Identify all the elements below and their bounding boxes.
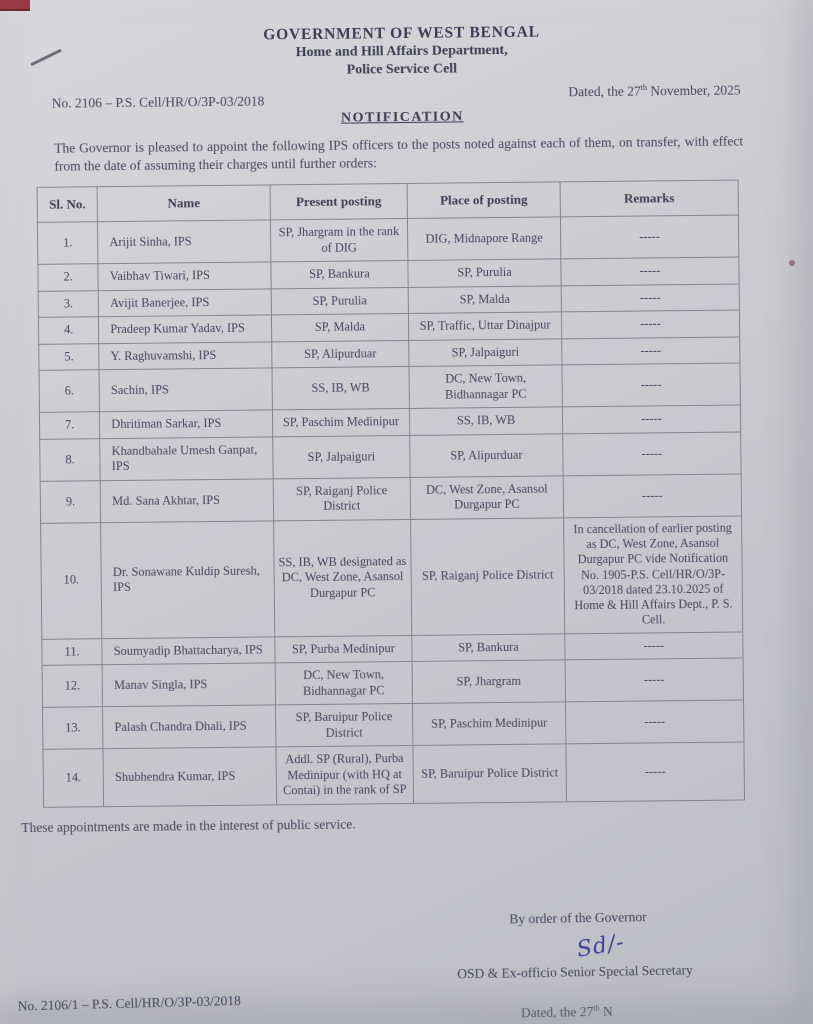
table-row: [43, 742, 745, 807]
cell-sl: 1.: [37, 222, 98, 265]
cell-name: Shubhendra Kumar, IPS: [103, 747, 276, 806]
cell-name: Soumyadip Bhattacharya, IPS: [102, 636, 275, 664]
cell-present: SP, Jhargram in the rank of DIG: [270, 219, 408, 262]
footer-memo-number: No. 2106/1 – P.S. Cell/HR/O/3P-03/2018: [17, 992, 242, 1014]
cell-sl: 5.: [39, 343, 100, 370]
header-sl-no: Sl. No.: [37, 187, 98, 223]
cell-sl: 7.: [39, 412, 100, 439]
memo-date-rest: November, 2025: [646, 82, 741, 99]
cell-remarks: -----: [565, 658, 744, 702]
cell-sl: 9.: [40, 480, 101, 523]
cell-present: SP, Baruipur Police District: [275, 703, 413, 746]
cell-sl: 14.: [43, 749, 104, 807]
cell-place: SP, Jhargram: [412, 660, 565, 704]
cell-sl: 2.: [38, 264, 99, 291]
cell-place: SP, Baruipur Police District: [413, 744, 566, 803]
cell-place: SP, Malda: [408, 286, 561, 314]
cell-remarks: -----: [561, 284, 739, 312]
cell-present: SP, Raiganj Police District: [273, 477, 411, 520]
cell-sl: 13.: [43, 707, 104, 750]
cell-name: Khandbahale Umesh Ganpat, IPS: [100, 437, 273, 481]
header-present-posting: Present posting: [270, 183, 408, 220]
cell-sl: 12.: [42, 665, 103, 708]
cell-name: Dhritiman Sarkar, IPS: [100, 410, 273, 438]
cell-present: SP, Purulia: [271, 287, 409, 315]
cell-name: Avijit Banerjee, IPS: [98, 289, 271, 317]
cell-place: DIG, Midnapore Range: [408, 217, 561, 261]
footer-date-text: Dated, the 27: [520, 1003, 594, 1021]
cell-present: SS, IB, WB designated as DC, West Zone, Asansol Durgapur PC: [273, 519, 412, 636]
letterhead: [0, 0, 808, 83]
cell-place: DC, West Zone, Asansol Durgapur PC: [410, 476, 563, 520]
cell-name: Y. Raghuvamshi, IPS: [99, 342, 272, 370]
cell-name: Md. Sana Akhtar, IPS: [100, 479, 273, 523]
footer-date-cutoff: [521, 1004, 613, 1022]
cell-present: SS, IB, WB: [272, 367, 410, 410]
cell-name: Dr. Sonawane Kuldip Suresh, IPS: [101, 521, 275, 639]
cell-sl: 6.: [39, 370, 100, 413]
signature-block: [4, 898, 813, 1021]
cell-sl: 3.: [38, 290, 99, 317]
cell-sl: 11.: [42, 638, 103, 665]
cell-place: SP, Raiganj Police District: [411, 518, 565, 635]
cell-place: SP, Traffic, Uttar Dinajpur: [409, 312, 562, 340]
table-row: [42, 658, 743, 707]
cell-remarks: -----: [561, 257, 739, 285]
cell-place: SS, IB, WB: [410, 407, 563, 435]
cell-present: SP, Jalpaiguri: [272, 435, 410, 478]
cell-remarks: -----: [562, 363, 741, 407]
footer-date-ordinal: th: [593, 1003, 600, 1013]
intro-paragraph: The Governor is pleased to appoint the following IPS officers to the posts noted against each of them, on transfer, with effect from the date of assuming their charges until further orders:: [54, 133, 744, 174]
by-order-text: By order of the Governor: [509, 909, 647, 927]
cell-name: Manav Singla, IPS: [102, 663, 275, 707]
cell-remarks: -----: [563, 474, 742, 518]
cell-place: SP, Purulia: [408, 259, 561, 287]
table-row: [39, 363, 740, 412]
cell-present: SP, Malda: [271, 314, 409, 342]
cell-sl: 10.: [41, 522, 102, 638]
notification-heading: NOTIFICATION: [340, 109, 464, 127]
table-row: [37, 215, 738, 264]
header-name: Name: [97, 185, 270, 222]
department-name: Home and Hill Affairs Department,: [295, 43, 508, 61]
cell-present: SP, Bankura: [271, 261, 409, 289]
cell-sl: 8.: [40, 438, 101, 481]
cell-remarks: -----: [565, 700, 744, 744]
memo-date: [568, 83, 740, 101]
cell-remarks: -----: [563, 432, 742, 476]
signature-sd: Sd/-: [575, 929, 627, 963]
table-row: [43, 700, 744, 749]
cell-place: DC, New Town, Bidhannagar PC: [409, 365, 562, 409]
cell-place: SP, Paschim Medinipur: [413, 702, 566, 746]
cell-present: SP, Alipurduar: [271, 340, 409, 368]
table-row: [40, 474, 741, 523]
cell-present: Addl. SP (Rural), Purba Medinipur (with HQ at Contai) in the rank of SP: [276, 745, 414, 804]
header-remarks: Remarks: [560, 180, 738, 217]
closing-statement: These appointments are made in the interest of public service.: [21, 816, 356, 835]
appointments-body: [37, 215, 744, 807]
cell-name: Vaibhav Tiwari, IPS: [98, 262, 271, 290]
memo-date-ordinal: th: [640, 83, 648, 93]
government-title: GOVERNMENT OF WEST BENGAL: [263, 23, 540, 44]
cell-remarks: -----: [565, 631, 743, 659]
header-place-of-posting: Place of posting: [407, 182, 560, 219]
memo-date-text: Dated, the 27: [568, 83, 641, 100]
cell-name: Sachin, IPS: [99, 368, 272, 412]
cell-sl: 4.: [38, 317, 99, 344]
cell-name: Arijit Sinha, IPS: [98, 220, 271, 264]
footer-date-rest: N: [599, 1003, 613, 1019]
cell-present: DC, New Town, Bidhannagar PC: [275, 661, 413, 704]
cell-present: SP, Paschim Medinipur: [272, 409, 410, 437]
appointments-table: [37, 180, 745, 808]
cell-remarks: -----: [562, 405, 740, 433]
cell-remarks: In cancellation of earlier posting as DC, West Zone, Asansol Durgapur PC vide Notification No. 1905-P.S. Cell/HR/O/3P-03/2018 dated 23.10.2025 of Home & Hill Affairs Dept., P. S. Cell.: [563, 516, 742, 634]
cell-remarks: -----: [560, 215, 739, 259]
cell-remarks: -----: [566, 742, 745, 801]
cell-place: SP, Jalpaiguri: [409, 339, 562, 367]
cell-name: Pradeep Kumar Yadav, IPS: [99, 315, 272, 343]
table-row: [40, 432, 741, 481]
cell-present: SP, Purba Medinipur: [275, 635, 413, 663]
cell-place: SP, Bankura: [412, 633, 565, 661]
memo-number: No. 2106 – P.S. Cell/HR/O/3P-03/2018: [51, 93, 265, 112]
cell-remarks: -----: [562, 337, 740, 365]
cell-place: SP, Alipurduar: [410, 434, 563, 478]
table-row: [41, 516, 743, 639]
signatory-designation: OSD & Ex-officio Senior Special Secretary: [457, 962, 693, 982]
cell-name: Palash Chandra Dhali, IPS: [103, 705, 276, 749]
cell-name: Police Service Cell: [346, 61, 458, 78]
cell-remarks: -----: [561, 310, 739, 338]
